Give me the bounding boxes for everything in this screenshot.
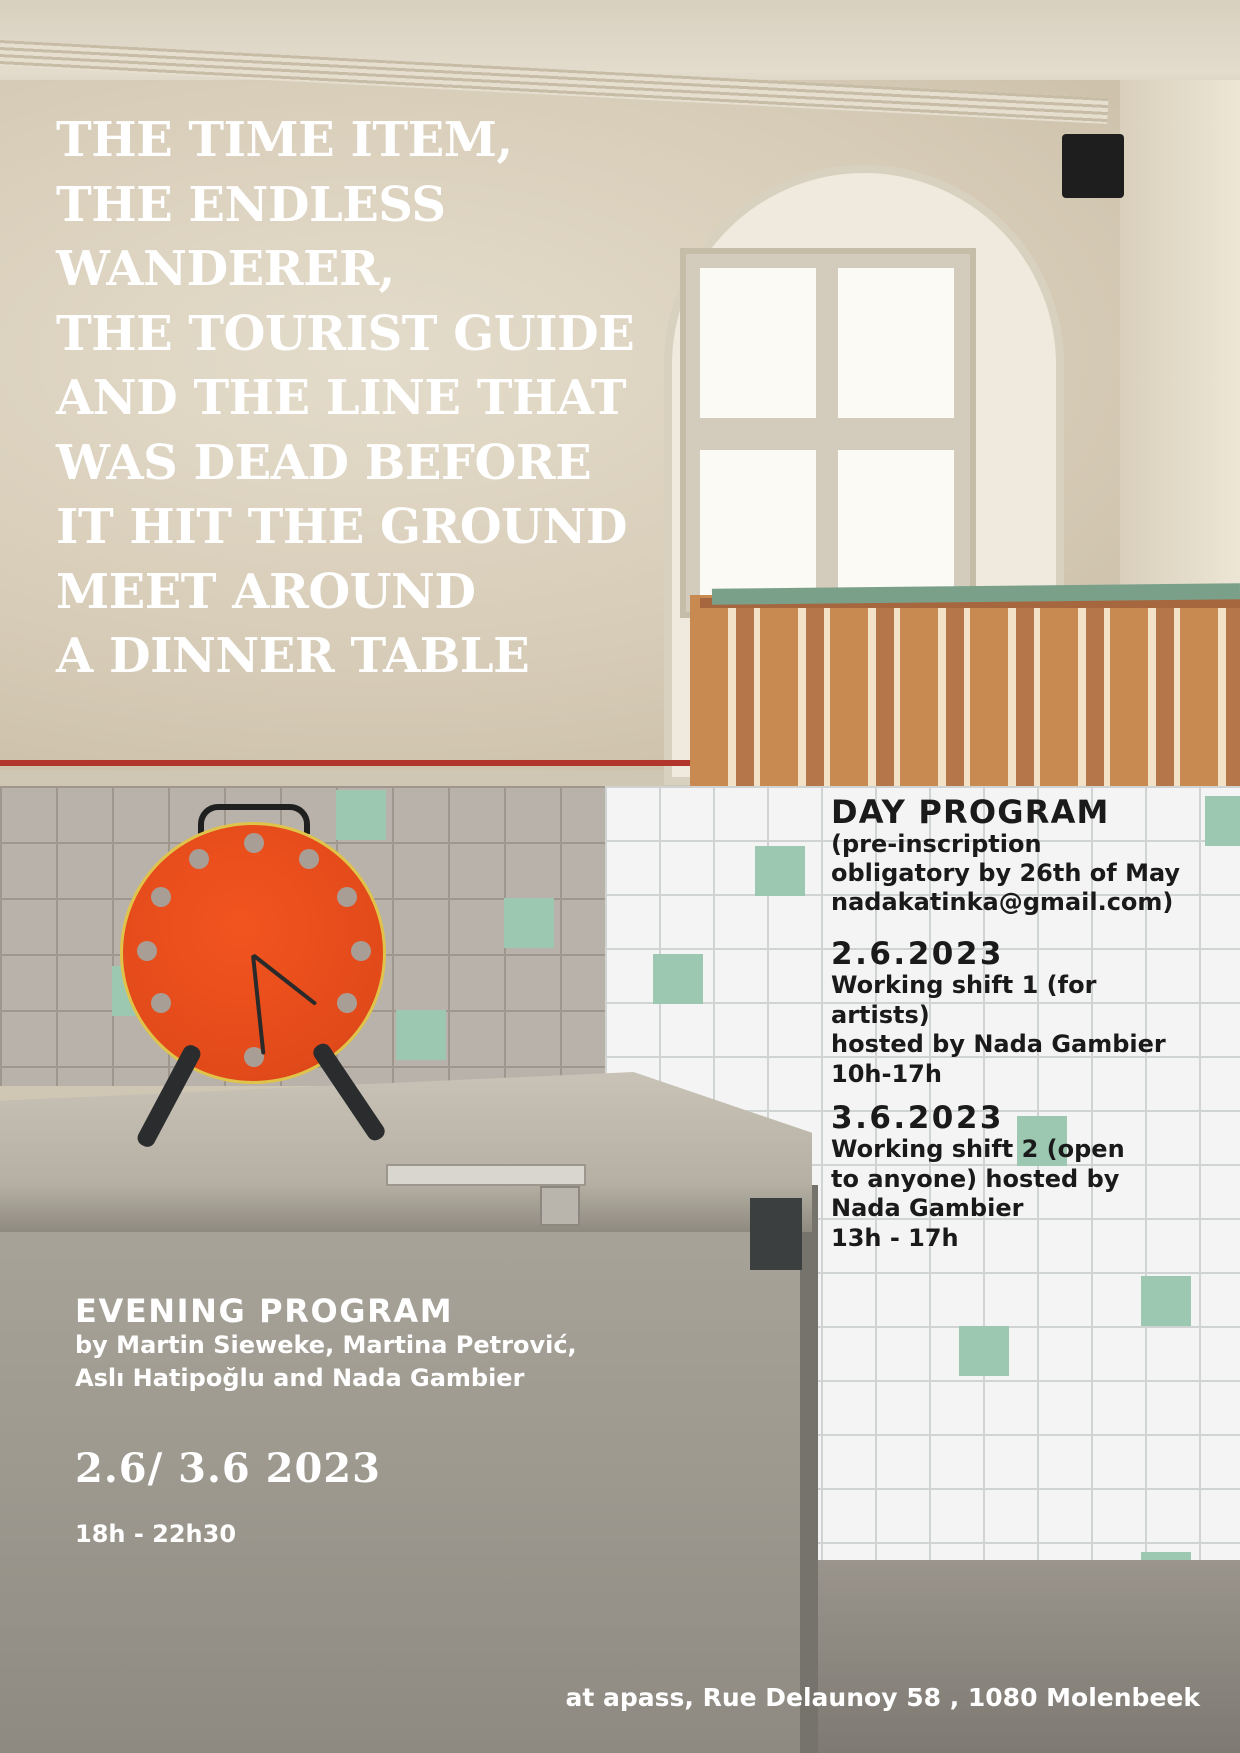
clock-marker bbox=[151, 993, 171, 1013]
floral-tablecloth bbox=[690, 595, 1240, 795]
red-wall-line bbox=[0, 760, 690, 766]
evening-time: 18h - 22h30 bbox=[75, 1520, 237, 1548]
clock-minute-hand bbox=[252, 953, 318, 1005]
title-line: THE TOURIST GUIDE bbox=[56, 305, 635, 362]
freezer-handle bbox=[386, 1164, 586, 1186]
title-line: THE TIME ITEM, bbox=[56, 112, 513, 168]
session-date: 2.6.2023 bbox=[831, 936, 1004, 972]
clock-marker bbox=[151, 887, 171, 907]
title-line: WANDERER, bbox=[56, 241, 395, 297]
venue-address: at apass, Rue Delaunoy 58 , 1080 Molenbeek bbox=[565, 1683, 1200, 1712]
clock-marker bbox=[137, 941, 157, 961]
floor bbox=[808, 1560, 1240, 1753]
title-line: WAS DEAD BEFORE bbox=[56, 434, 592, 491]
green-tile bbox=[755, 846, 805, 896]
green-tile bbox=[959, 1326, 1009, 1376]
session-line: artists) bbox=[831, 1000, 930, 1029]
poster-title bbox=[56, 108, 696, 689]
green-tile bbox=[1141, 1276, 1191, 1326]
clock-marker bbox=[351, 941, 371, 961]
session-line: hosted by Nada Gambier bbox=[831, 1030, 1166, 1058]
contact-email[interactable]: nadakatinka@gmail.com) bbox=[831, 888, 1174, 916]
freezer-latch bbox=[540, 1186, 580, 1226]
window-pane bbox=[838, 268, 954, 418]
session-line: Working shift 2 (open bbox=[831, 1135, 1125, 1163]
evening-hosts: by Martin Sieweke, Martina Petrović, bbox=[75, 1331, 577, 1359]
session-line: Working shift 1 (for bbox=[831, 971, 1097, 999]
title-line: AND THE LINE THAT bbox=[56, 370, 627, 426]
green-tile bbox=[653, 954, 703, 1004]
freezer-side bbox=[800, 1185, 818, 1753]
title-line: A DINNER TABLE bbox=[56, 628, 530, 684]
clock-hour-hand bbox=[251, 955, 265, 1055]
title-line: MEET AROUND bbox=[56, 563, 476, 620]
clock-marker bbox=[189, 849, 209, 869]
title-line: THE ENDLESS bbox=[56, 176, 446, 233]
side-wall bbox=[1120, 80, 1240, 600]
evening-hosts: Aslı Hatipoğlu and Nada Gambier bbox=[75, 1364, 525, 1392]
session-line: Nada Gambier bbox=[831, 1194, 1024, 1222]
orange-clock-icon bbox=[120, 822, 386, 1084]
session-time: 10h-17h bbox=[831, 1059, 942, 1088]
clock-marker bbox=[337, 887, 357, 907]
window-frame bbox=[680, 248, 976, 618]
clock-marker bbox=[299, 849, 319, 869]
green-tile bbox=[396, 1010, 446, 1060]
day-program-note: (pre-inscription bbox=[831, 830, 1042, 858]
evening-program-heading: EVENING PROGRAM bbox=[75, 1292, 454, 1330]
day-program bbox=[831, 794, 1231, 1253]
clock-marker bbox=[244, 833, 264, 853]
freezer-lid bbox=[0, 1072, 812, 1232]
window-pane bbox=[700, 450, 816, 610]
session-line: to anyone) hosted by bbox=[831, 1164, 1120, 1193]
window-pane bbox=[700, 268, 816, 418]
evening-program bbox=[75, 1293, 695, 1549]
day-program-heading: DAY PROGRAM bbox=[831, 793, 1110, 831]
day-program-note: obligatory by 26th of May bbox=[831, 859, 1181, 887]
session-time: 13h - 17h bbox=[831, 1223, 959, 1252]
session-date: 3.6.2023 bbox=[831, 1100, 1004, 1136]
evening-dates: 2.6/ 3.6 2023 bbox=[75, 1445, 381, 1492]
speaker-icon bbox=[1062, 134, 1124, 198]
green-tile bbox=[504, 898, 554, 948]
title-line: IT HIT THE GROUND bbox=[56, 499, 628, 555]
freezer-vent bbox=[750, 1198, 802, 1270]
green-tile bbox=[336, 790, 386, 840]
clock-marker bbox=[337, 993, 357, 1013]
